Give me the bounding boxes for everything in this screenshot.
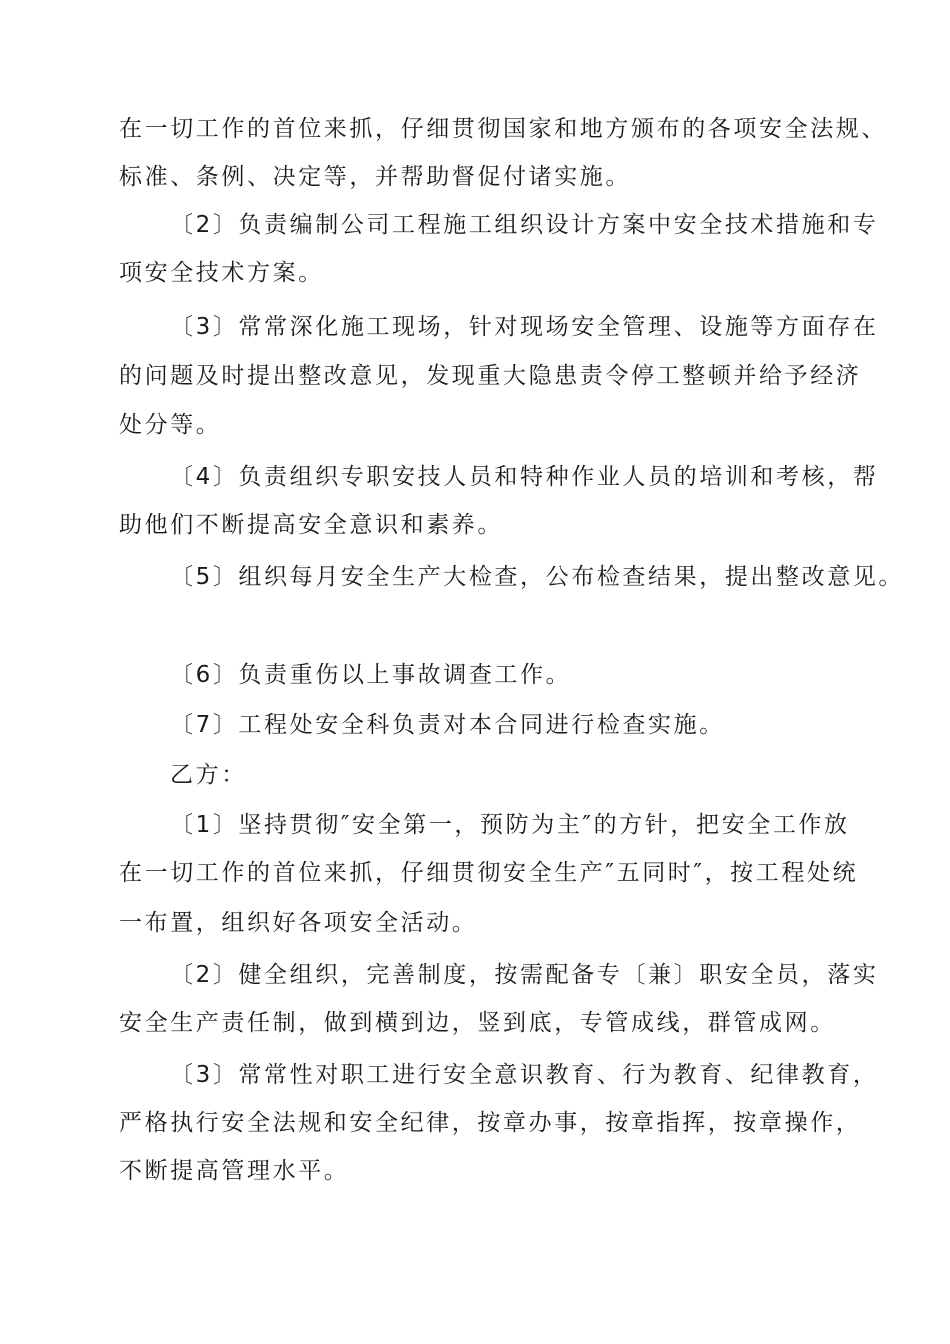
text-line: 标准、条例、决定等，并帮助督促付诸实施。 <box>119 164 631 190</box>
text-line: 〔7〕工程处安全科负责对本合同进行检查实施。 <box>170 712 725 738</box>
text-line: 项安全技术方案。 <box>119 260 324 286</box>
text-line: 〔3〕常常性对职工进行安全意识教育、行为教育、纪律教育， <box>170 1062 879 1088</box>
text-line: 在一切工作的首位来抓，仔细贯彻安全生产″五同时″，按工程处统 <box>119 860 859 886</box>
text-line: 〔2〕负责编制公司工程施工组织设计方案中安全技术措施和专 <box>170 212 879 238</box>
text-line: 安全生产责任制，做到横到边，竖到底，专管成线，群管成网。 <box>119 1010 836 1036</box>
text-line: 严格执行安全法规和安全纪律，按章办事，按章指挥，按章操作， <box>119 1110 862 1136</box>
text-line: 的问题及时提出整改意见，发现重大隐患责令停工整顿并给予经济 <box>119 363 862 389</box>
text-line: 不断提高管理水平。 <box>119 1158 350 1184</box>
text-line: 乙方： <box>170 762 247 788</box>
text-line: 〔4〕负责组织专职安技人员和特种作业人员的培训和考核，帮 <box>170 464 879 490</box>
text-line: 处分等。 <box>119 412 222 438</box>
text-line: 〔2〕健全组织，完善制度，按需配备专〔兼〕职安全员，落实 <box>170 962 879 988</box>
text-line: 一布置，组织好各项安全活动。 <box>119 910 478 936</box>
text-line: 在一切工作的首位来抓，仔细贯彻国家和地方颁布的各项安全法规、 <box>119 116 887 142</box>
text-line: 助他们不断提高安全意识和素养。 <box>119 512 503 538</box>
text-line: 〔5〕组织每月安全生产大检查，公布检查结果，提出整改意见。 <box>170 564 905 590</box>
text-line: 〔6〕负责重伤以上事故调查工作。 <box>170 662 572 688</box>
text-line: 〔3〕常常深化施工现场，针对现场安全管理、设施等方面存在 <box>170 314 879 340</box>
text-line: 〔1〕坚持贯彻″安全第一，预防为主″的方针，把安全工作放 <box>170 812 850 838</box>
